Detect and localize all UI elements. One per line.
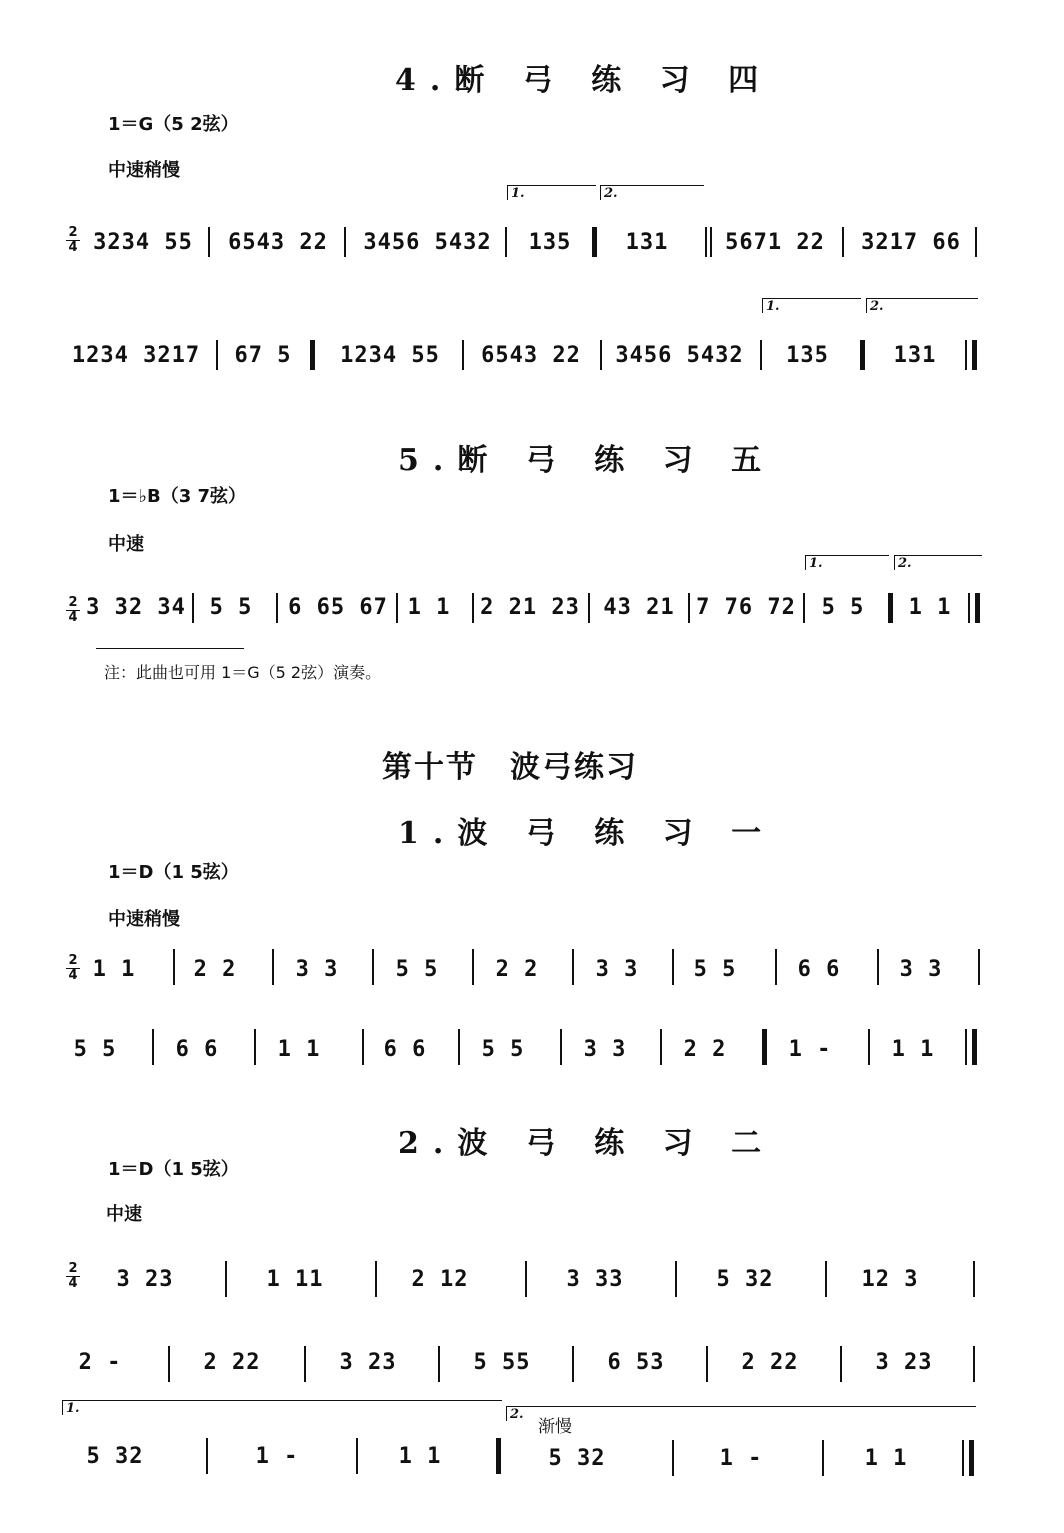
measure: 1 1	[407, 595, 451, 620]
measure: 5 5	[693, 957, 737, 982]
measure: 1 1	[277, 1037, 321, 1062]
measure: 12 3	[861, 1267, 919, 1292]
staff-line	[0, 185, 1064, 265]
measure: 3 32 34	[86, 595, 186, 620]
measure: 1 1	[92, 957, 136, 982]
footnote-rule	[96, 648, 244, 649]
measure: 135	[528, 230, 572, 255]
chapter-heading: 第十节 波弓练习	[382, 750, 638, 785]
measure: 5 32	[86, 1444, 144, 1469]
measure: 3456 5432	[615, 343, 744, 368]
measure: 1 -	[255, 1444, 299, 1469]
staff-line	[0, 1015, 1064, 1080]
measure: 1 1	[398, 1444, 442, 1469]
section-title: 5.断 弓 练 习 五	[398, 443, 776, 478]
measure: 1 -	[788, 1037, 832, 1062]
volta-bracket: 2.	[506, 1406, 976, 1421]
measure: 2 21 23	[480, 595, 580, 620]
time-signature: 2 4	[66, 227, 80, 254]
measure: 5 5	[821, 595, 865, 620]
measure: 131	[625, 230, 669, 255]
measure: 5 5	[481, 1037, 525, 1062]
measure: 2 2	[193, 957, 237, 982]
measure: 6 65 67	[288, 595, 388, 620]
measure: 43 21	[603, 595, 675, 620]
staff-line	[0, 298, 1064, 378]
measure: 5 32	[716, 1267, 774, 1292]
staff-line	[0, 555, 1064, 635]
measure: 5 55	[473, 1350, 531, 1375]
measure: 5 5	[73, 1037, 117, 1062]
key-signature: 1＝D（1 5弦）	[108, 862, 239, 883]
measure: 131	[893, 343, 937, 368]
measure: 67 5	[234, 343, 292, 368]
measure: 1 1	[908, 595, 952, 620]
measure: 5 5	[395, 957, 439, 982]
measure: 2 22	[741, 1350, 799, 1375]
measure: 6 6	[175, 1037, 219, 1062]
tempo-direction: 渐慢	[538, 1417, 572, 1437]
section-title: 2.波 弓 练 习 二	[398, 1126, 776, 1161]
measure: 2 -	[78, 1350, 122, 1375]
measure: 3 3	[595, 957, 639, 982]
volta-bracket: 2.	[894, 555, 982, 570]
key-signature: 1＝♭B（3 7弦）	[108, 486, 247, 507]
measure: 1 1	[891, 1037, 935, 1062]
tempo-marking: 中速稍慢	[108, 909, 180, 930]
measure: 7 76 72	[696, 595, 796, 620]
measure: 2 2	[495, 957, 539, 982]
tempo-marking: 中速稍慢	[108, 160, 180, 181]
measure: 3456 5432	[363, 230, 492, 255]
measure: 2 2	[683, 1037, 727, 1062]
key-signature: 1＝G（5 2弦）	[108, 114, 239, 135]
measure: 3 3	[899, 957, 943, 982]
time-signature: 2 4	[66, 955, 80, 982]
volta-bracket: 2.	[866, 298, 978, 313]
measure: 3234 55	[93, 230, 193, 255]
measure: 3 33	[566, 1267, 624, 1292]
measure: 5 5	[209, 595, 253, 620]
measure: 1 -	[719, 1446, 763, 1471]
measure: 6 53	[607, 1350, 665, 1375]
staff-line	[0, 1400, 1064, 1500]
tempo-marking: 中速	[106, 1204, 142, 1225]
section-title: 1.波 弓 练 习 一	[398, 816, 776, 851]
measure: 1 1	[864, 1446, 908, 1471]
volta-bracket: 1.	[762, 298, 861, 313]
measure: 3 23	[116, 1267, 174, 1292]
measure: 6 6	[383, 1037, 427, 1062]
measure: 6 6	[797, 957, 841, 982]
measure: 6543 22	[228, 230, 328, 255]
measure: 3 23	[339, 1350, 397, 1375]
key-signature: 1＝D（1 5弦）	[108, 1159, 239, 1180]
staff-line	[0, 1235, 1064, 1315]
measure: 3 23	[875, 1350, 933, 1375]
measure: 2 12	[411, 1267, 469, 1292]
measure: 3 3	[583, 1037, 627, 1062]
tempo-marking: 中速	[108, 534, 144, 555]
volta-bracket: 2.	[600, 185, 704, 200]
measure: 3217 66	[861, 230, 961, 255]
time-signature: 2 4	[66, 597, 80, 624]
measure: 1 11	[266, 1267, 324, 1292]
section-title: 4.断 弓 练 习 四	[395, 63, 773, 98]
volta-bracket: 1.	[507, 185, 596, 200]
volta-bracket: 1.	[805, 555, 889, 570]
measure: 1234 3217	[71, 343, 201, 368]
measure: 2 22	[203, 1350, 261, 1375]
measure: 135	[786, 343, 829, 368]
measure: 5671 22	[725, 230, 825, 255]
footnote: 注：此曲也可用 1＝G（5 2弦）演奏。	[104, 663, 382, 682]
volta-bracket: 1.	[62, 1400, 502, 1415]
measure: 3 3	[295, 957, 339, 982]
measure: 5 32	[548, 1446, 606, 1471]
time-signature: 2 4	[66, 1263, 80, 1290]
staff-line	[0, 935, 1064, 995]
staff-line	[0, 1320, 1064, 1400]
measure: 6543 22	[481, 343, 581, 368]
measure: 1234 55	[340, 343, 440, 368]
